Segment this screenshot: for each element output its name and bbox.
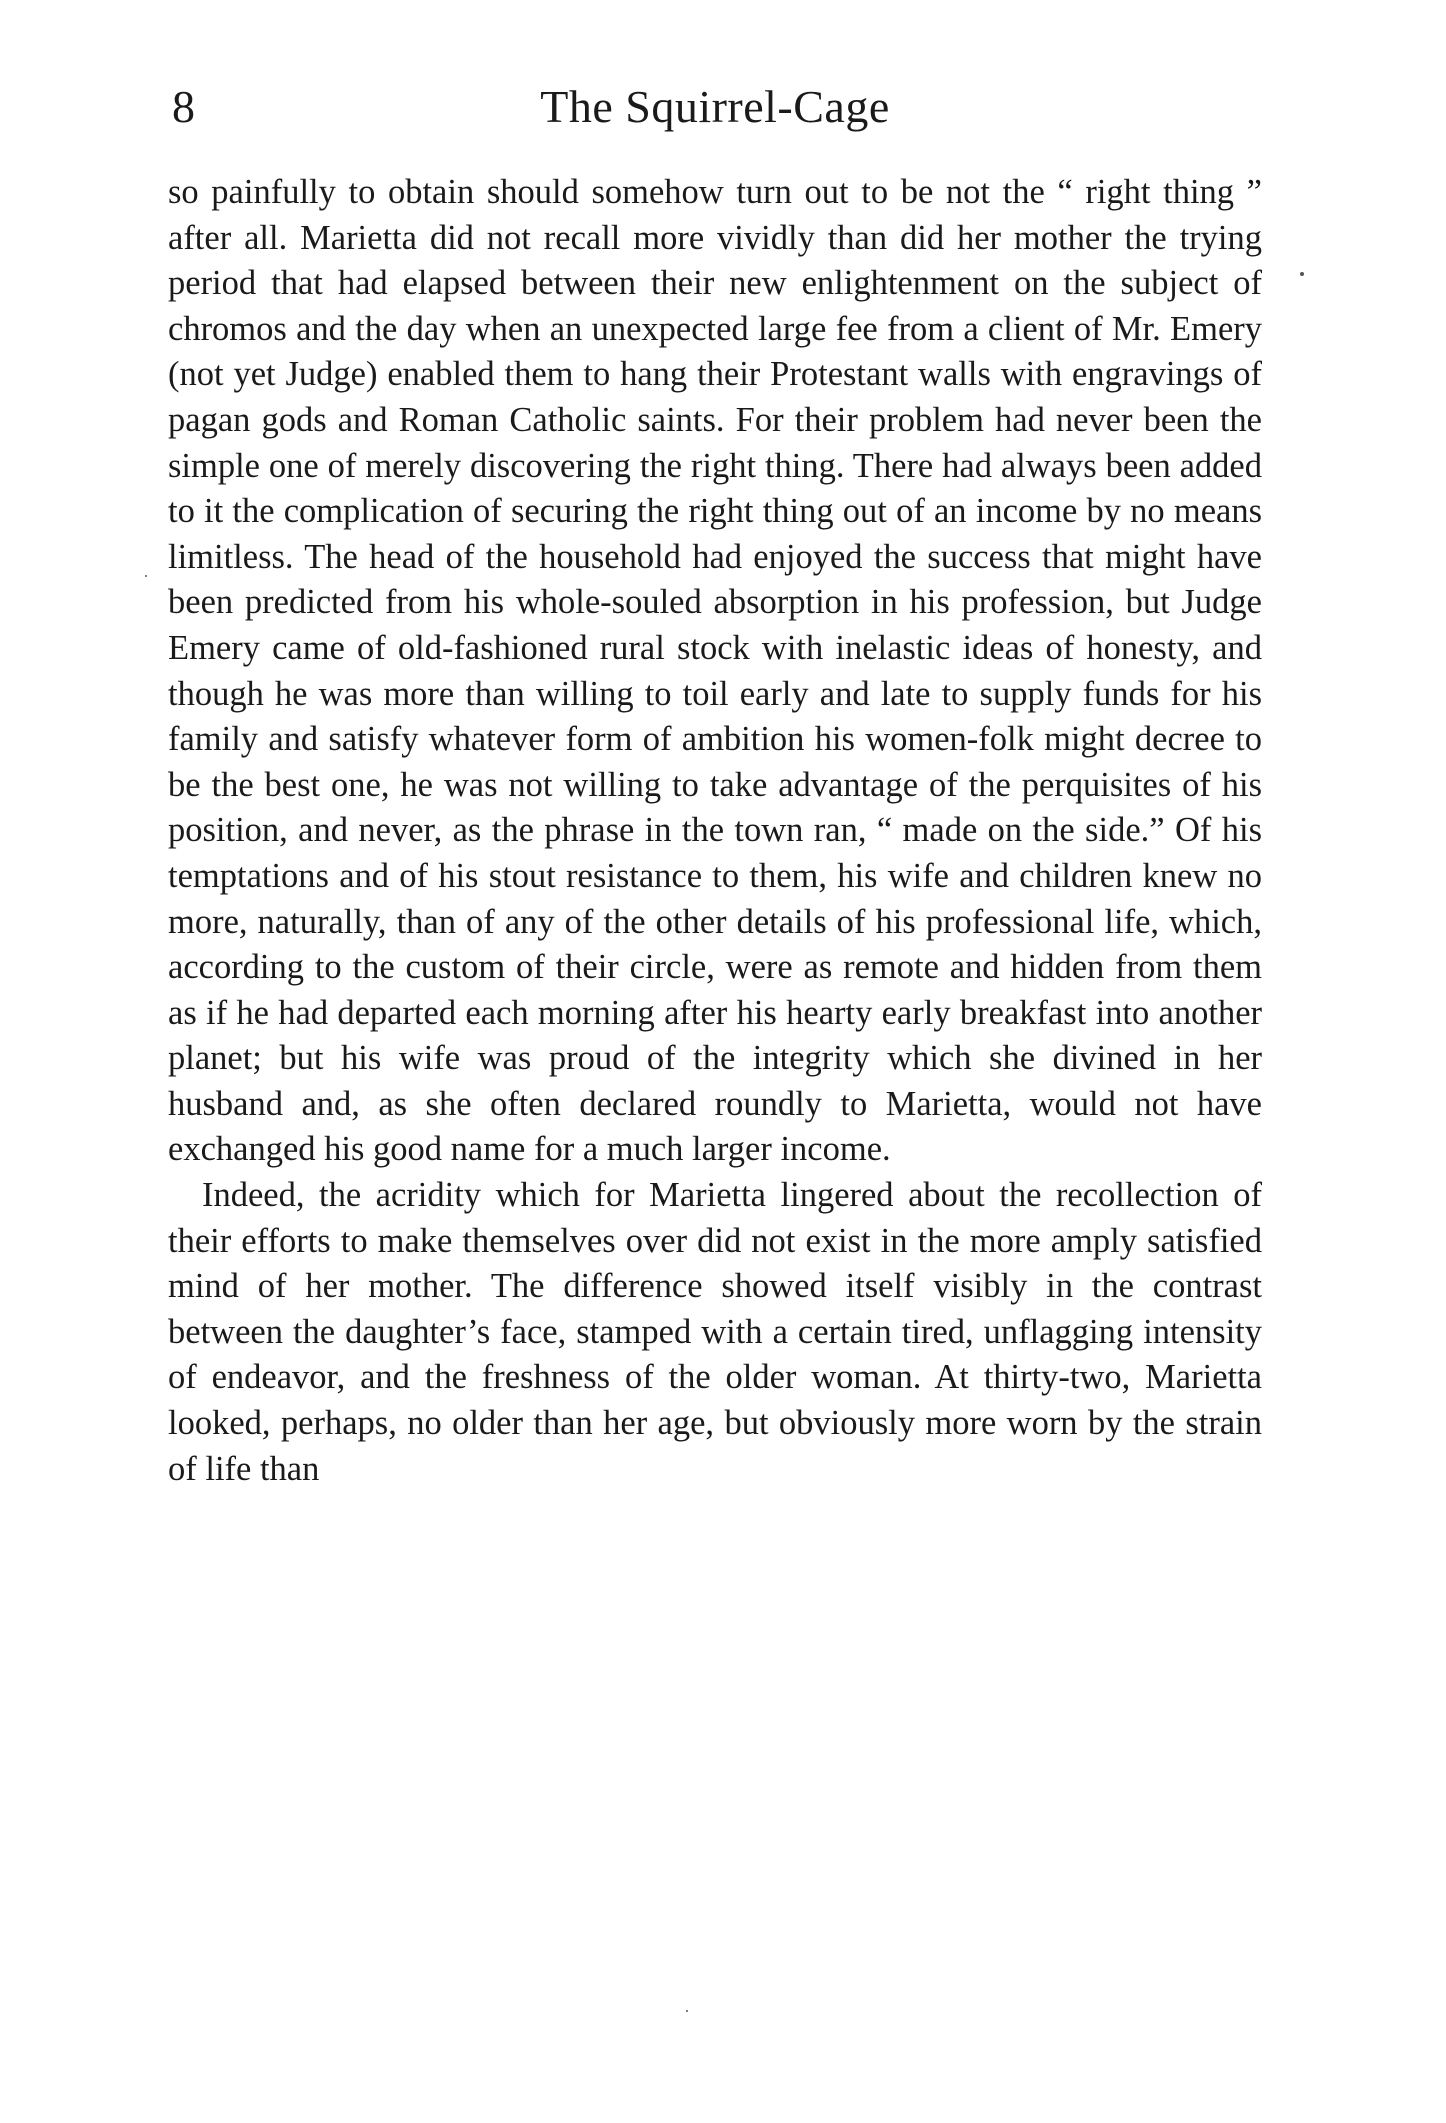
print-speck [686, 2010, 688, 2012]
print-speck [145, 575, 147, 577]
paragraph: Indeed, the acridity which for Marietta lingered about the recollection of their efforts to make themselves over did not exist in the more amply satisfied mind of her mother. The difference showed itself visibly in the contrast between the daughter’s face, stamped with a certain tired, unflagging intensity of endeavor, and the freshness of the older woman. At thirty-two, Marietta looked, perhaps, no older than her age, but obviously more worn by the strain of life than [168, 1176, 1262, 1488]
running-head [172, 72, 1258, 142]
running-title: The Squirrel-Cage [540, 81, 890, 132]
page-number: 8 [172, 81, 195, 132]
body-text [168, 170, 1262, 1492]
paragraph-continued: so painfully to obtain should somehow turn out to be not the “ right thing ” after all. Marietta did not recall more vividly than did her mother the trying period that had elapsed between their new enlightenment on the subject of chromos and the day when an unexpected large fee from a client of Mr. Emery (not yet Judge) enabled them to hang their Protestant walls with engravings of pagan gods and Roman Catholic saints. For their problem had never been the simple one of merely discovering the right thing. There had always been added to it the complication of securing the right thing out of an income by no means limitless. The head of the household had enjoyed the success that might have been predicted from his whole-souled absorption in his profession, but Judge Emery came of old-fashioned rural stock with inelastic ideas of honesty, and though he was more than willing to toil early and late to supply funds for his family and satisfy whatever form of ambition his women-folk might decree to be the best one, he was not willing to take advantage of the perquisites of his position, and never, as the phrase in the town ran, “ made on the side.” Of his temptations and of his stout resistance to them, his wife and children knew no more, naturally, than of any of the other details of his professional life, which, according to the custom of their circle, were as remote and hidden from them as if he had departed each morning after his hearty early breakfast into another planet; but his wife was proud of the integrity which she divined in her husband and, as she often declared roundly to Marietta, would not have exchanged his good name for a much larger income. [168, 173, 1262, 1169]
print-speck [1300, 272, 1304, 276]
